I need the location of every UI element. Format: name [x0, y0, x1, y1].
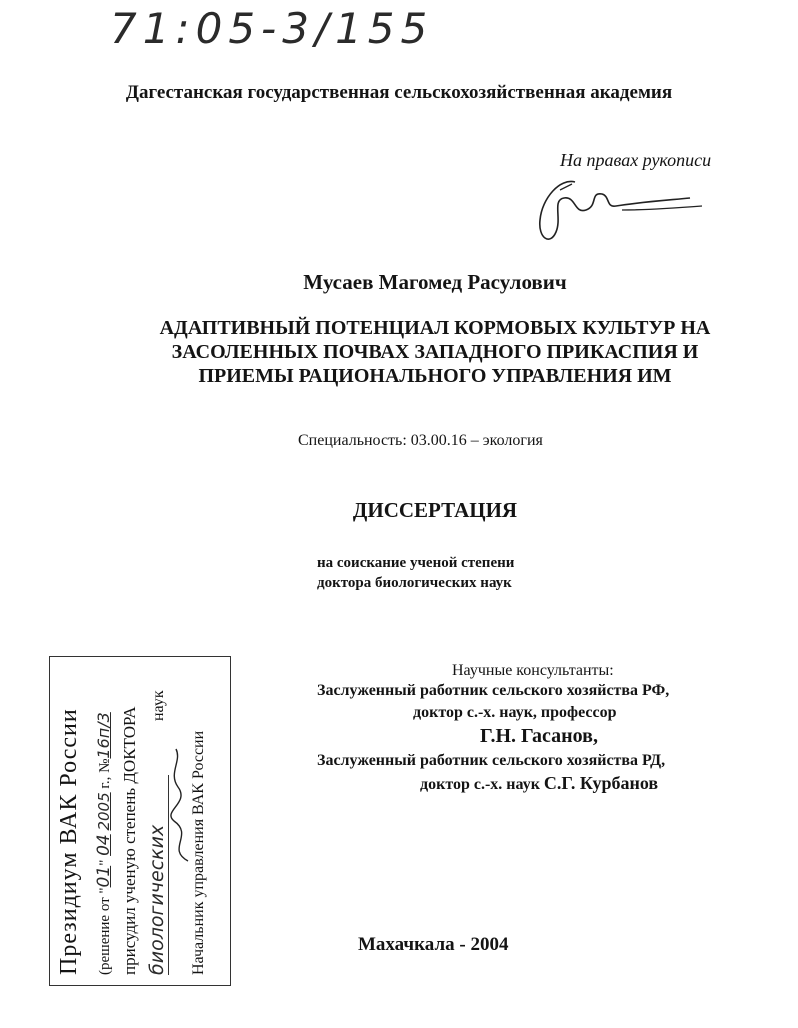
stamp-line-4: биологических наук	[146, 690, 168, 975]
degree-line-2: доктора биологических наук	[317, 575, 512, 591]
consultants-heading: Научные консультанты:	[452, 662, 614, 679]
consultant-1-name: Г.Н. Гасанов,	[480, 725, 598, 747]
consultant-2-name: С.Г. Курбанов	[543, 773, 659, 793]
author-signature	[530, 170, 720, 260]
specialty: Специальность: 03.00.16 – экология	[298, 432, 543, 449]
handwritten-code: 71:05-3/155	[110, 4, 434, 53]
title-line-3: ПРИЕМЫ РАЦИОНАЛЬНОГО УПРАВЛЕНИЯ ИМ	[198, 365, 672, 387]
title-line-2: ЗАСОЛЕННЫХ ПОЧВАХ ЗАПАДНОГО ПРИКАСПИЯ И	[171, 341, 699, 363]
consultant-2-degree: доктор с.-х. наук	[420, 776, 540, 793]
stamp-line-3: присудил ученую степень ДОКТОРА	[120, 706, 139, 975]
manuscript-rights: На правах рукописи	[560, 150, 712, 170]
degree-line-1: на соискание ученой степени	[317, 555, 515, 571]
institution-name: Дагестанская государственная сельскохозяйственная академия	[125, 82, 673, 103]
city-year: Махачкала - 2004	[358, 934, 509, 955]
dissertation-title	[0, 316, 798, 388]
document-type: ДИССЕРТАЦИЯ	[352, 498, 518, 522]
vak-stamp	[49, 656, 231, 986]
stamp-line-1: Президиум ВАК России	[56, 708, 82, 975]
author-name: Мусаев Магомед Расулович	[303, 270, 567, 294]
stamp-line-2: (решение от "01" 04 2005 г., №16п/3	[94, 712, 114, 975]
stamp-day: 01	[94, 865, 114, 888]
stamp-signature	[160, 745, 200, 865]
stamp-year: 2005	[95, 792, 113, 831]
consultant-1-degree: доктор с.-х. наук, профессор	[413, 704, 617, 721]
stamp-line-5: Начальник управления ВАК России	[190, 730, 207, 975]
degree-sought	[317, 553, 514, 593]
stamp-month: 04	[94, 834, 114, 856]
consultant-1-title: Заслуженный работник сельского хозяйства РФ,	[317, 682, 670, 699]
stamp-number: 16п/3	[94, 712, 113, 759]
title-line-1: АДАПТИВНЫЙ ПОТЕНЦИАЛ КОРМОВЫХ КУЛЬТУР НА	[159, 317, 711, 339]
consultant-2-line	[420, 773, 658, 794]
stamp-science-field: биологических	[146, 775, 169, 975]
consultant-2-title: Заслуженный работник сельского хозяйства РД,	[317, 752, 666, 769]
